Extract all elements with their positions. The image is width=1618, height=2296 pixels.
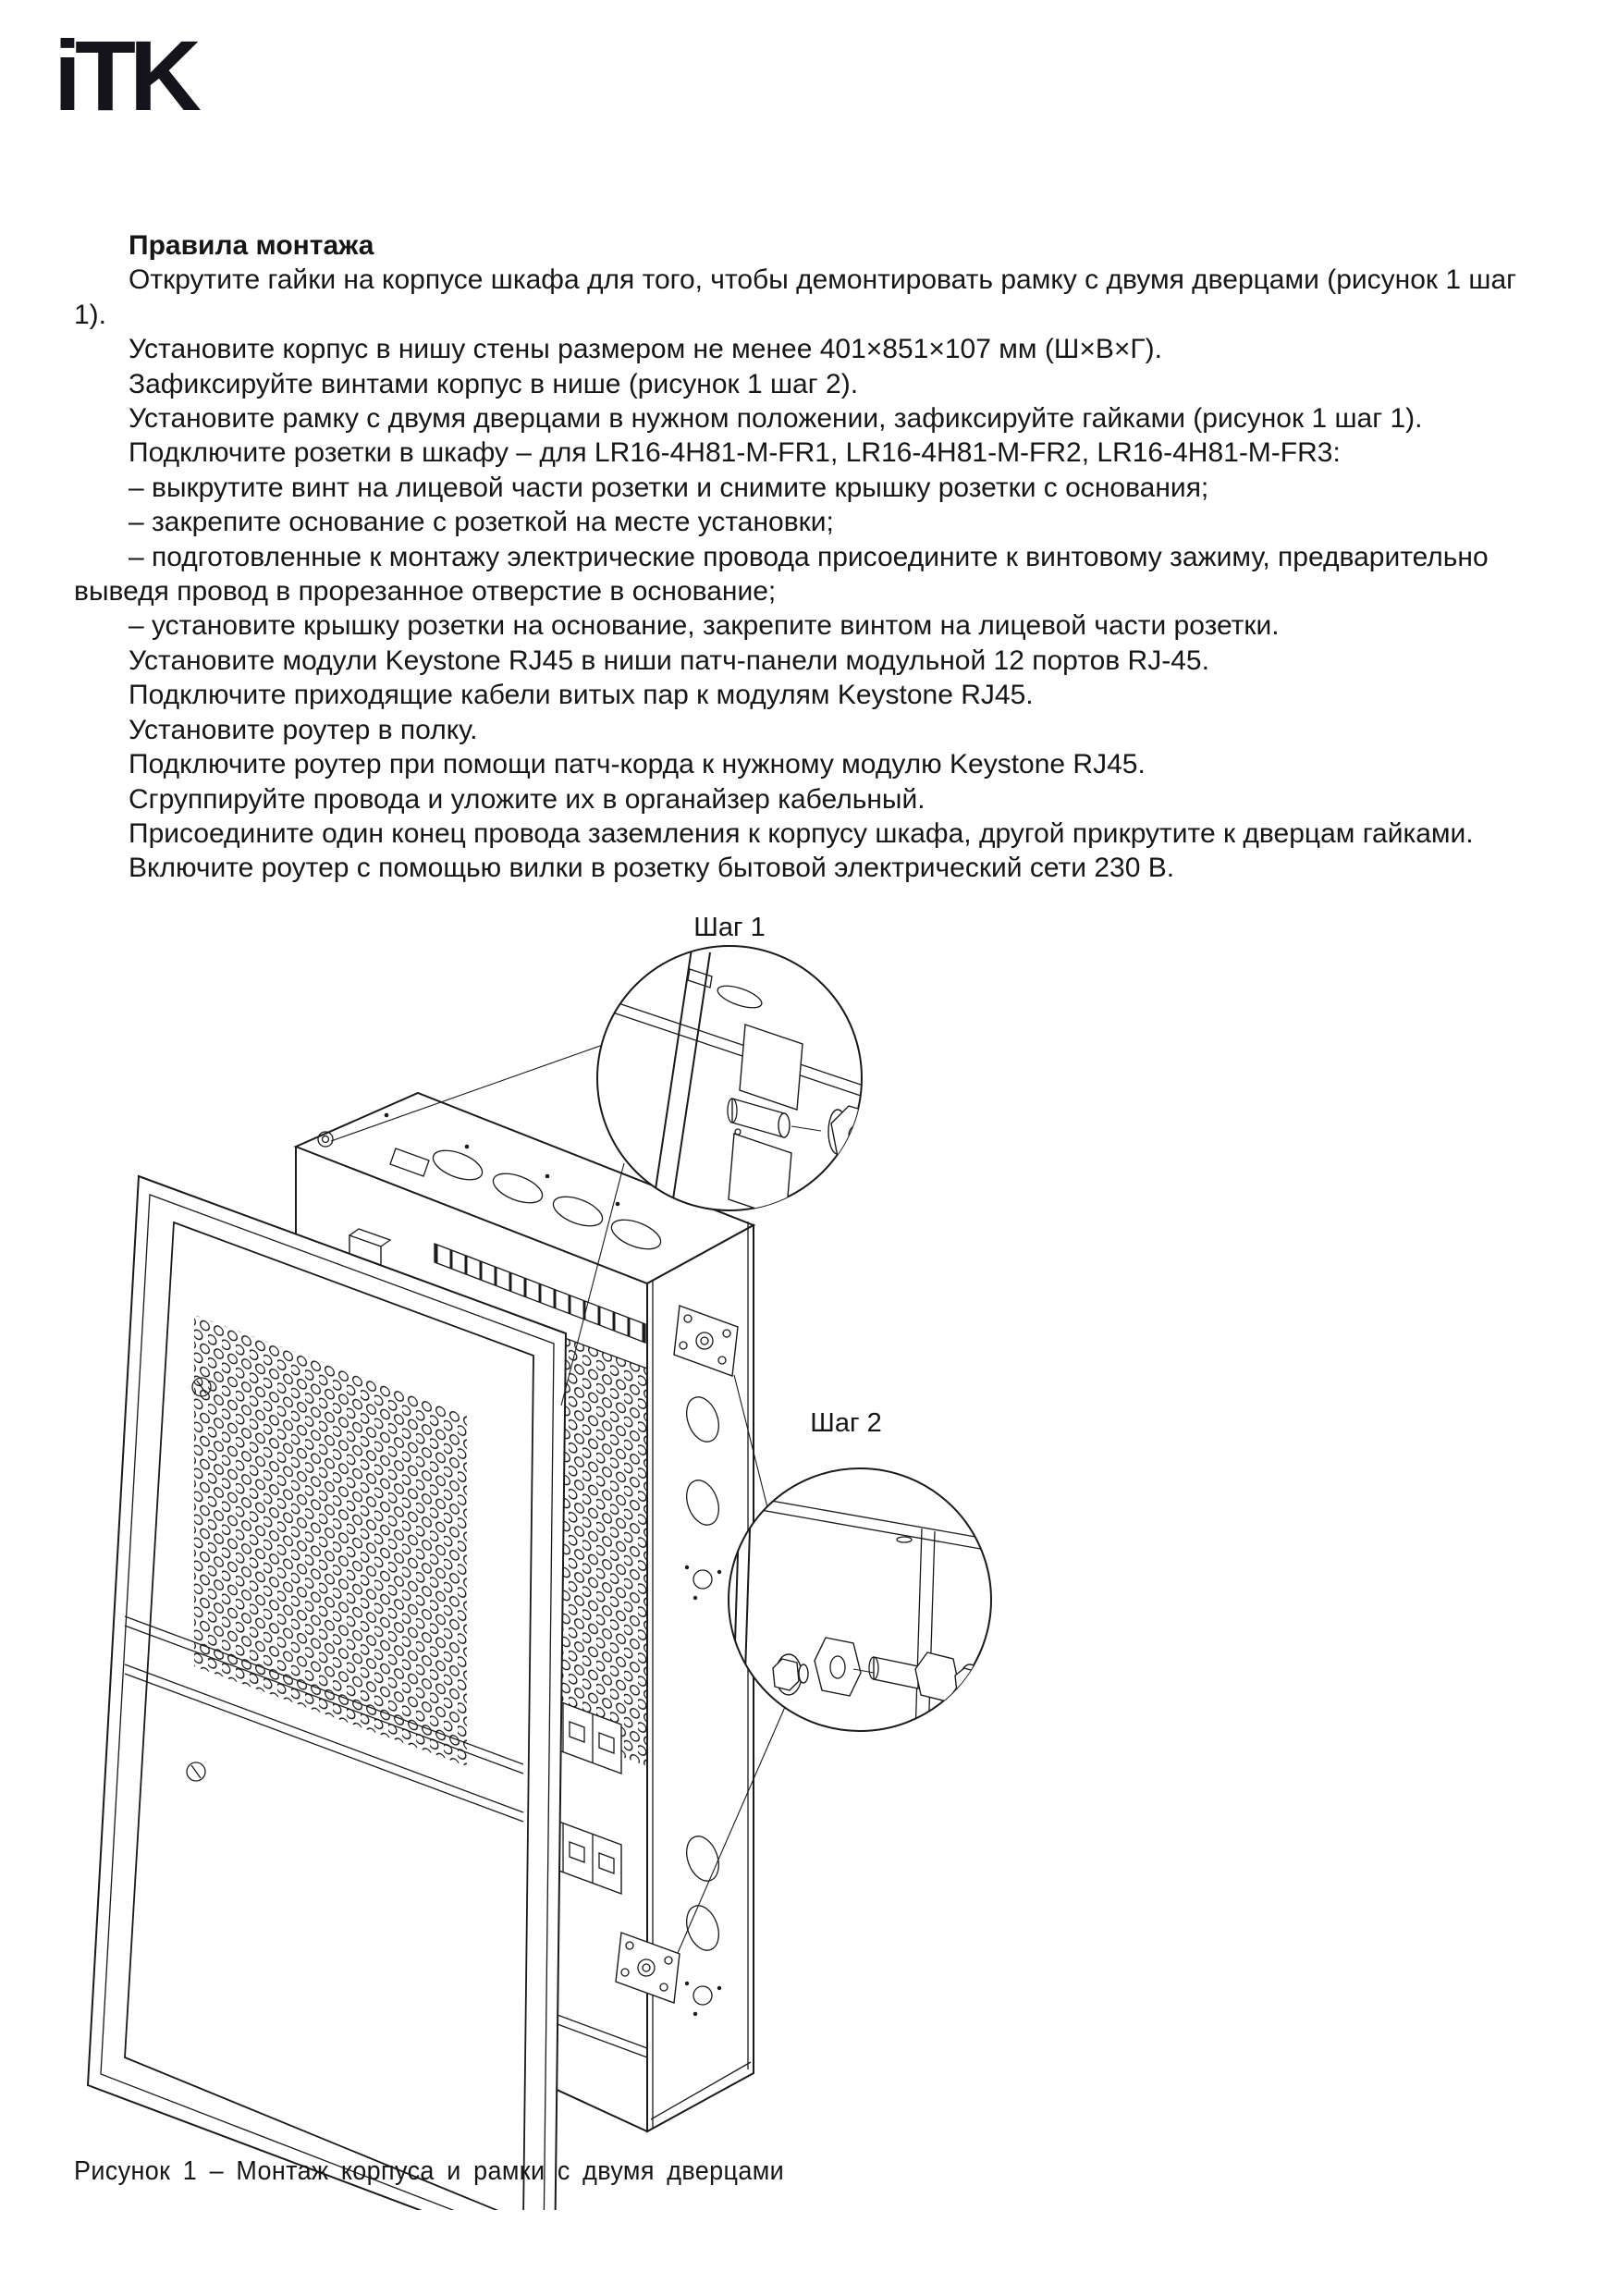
paragraph: Установите рамку с двумя дверцами в нужном положении, зафиксируйте гайками (рисунок 1 шаг 1).	[129, 403, 1423, 435]
paragraph: Открутите гайки на корпусе шкафа для того, чтобы демонтировать рамку с двумя дверцами (рисунок 1 шаг 1).	[74, 264, 1517, 330]
screw-dot	[545, 1174, 550, 1179]
hex-nut	[815, 1638, 861, 1696]
paragraph: Присоедините один конец провода заземления к корпусу шкафа, другой прикрутите к дверцам гайками.	[129, 817, 1474, 849]
screw-dot	[685, 1565, 689, 1569]
paragraph: – подготовленные к монтажу электрические провода присоедините к винтовому зажиму, предварительно выведя провод в прорезанное отверстие в основание;	[74, 541, 1489, 608]
screw-dot	[616, 1202, 620, 1207]
screw-dot	[717, 1570, 721, 1574]
paragraph: Сгруппируйте провода и уложите их в органайзер кабельный.	[129, 783, 925, 815]
instructions-text	[74, 228, 1546, 886]
step1-label: Шаг 1	[693, 913, 766, 942]
paragraph: Зафиксируйте винтами корпус в нише (рисунок 1 шаг 2).	[129, 368, 859, 399]
cabinet-mounting-drawing	[0, 888, 1618, 2210]
paragraph: – установите крышку розетки на основание, закрепите винтом на лицевой части розетки.	[129, 610, 1280, 642]
paragraph: Установите модули Keystone RJ45 в ниши патч-панели модульной 12 портов RJ-45.	[129, 645, 1209, 676]
itk-logo: iTK	[54, 19, 195, 131]
screw-dot	[693, 2012, 697, 2016]
figure-caption: Рисунок 1 – Монтаж корпуса и рамки с двумя дверцами	[74, 2156, 785, 2186]
step2-callout	[729, 1408, 991, 1768]
screw-dot	[717, 1986, 721, 1990]
screw-dot	[385, 1113, 389, 1118]
paragraph: Включите роутер с помощью вилки в розетку бытовой электрический сети 230 В.	[129, 853, 1175, 884]
step2-label: Шаг 2	[810, 1408, 882, 1438]
section-heading: Правила монтажа	[129, 230, 374, 261]
paragraph: – закрепите основание с розеткой на месте установки;	[129, 507, 834, 538]
paragraph: – выкрутите винт на лицевой части розетки и снимите крышку розетки с основания;	[129, 472, 1209, 503]
screw-dot	[685, 1982, 689, 1985]
step1-callout	[597, 913, 883, 1219]
paragraph: Установите корпус в нишу стены размером не менее 401×851×107 мм (Ш×В×Г).	[129, 334, 1162, 365]
screw-dot	[465, 1145, 470, 1149]
screw-dot	[693, 1596, 697, 1600]
paragraph: Установите роутер в полку.	[129, 714, 478, 745]
paragraph: Подключите приходящие кабели витых пар к модулям Keystone RJ45.	[129, 680, 1034, 711]
figure-1	[0, 888, 1618, 2210]
paragraph: Подключите розетки в шкафу – для LR16-4H81-M-FR1, LR16-4H81-M-FR2, LR16-4H81-M-FR3:	[129, 437, 1341, 469]
door-frame	[88, 1176, 566, 2210]
paragraph: Подключите роутер при помощи патч-корда к нужному модулю Keystone RJ45.	[129, 749, 1146, 780]
